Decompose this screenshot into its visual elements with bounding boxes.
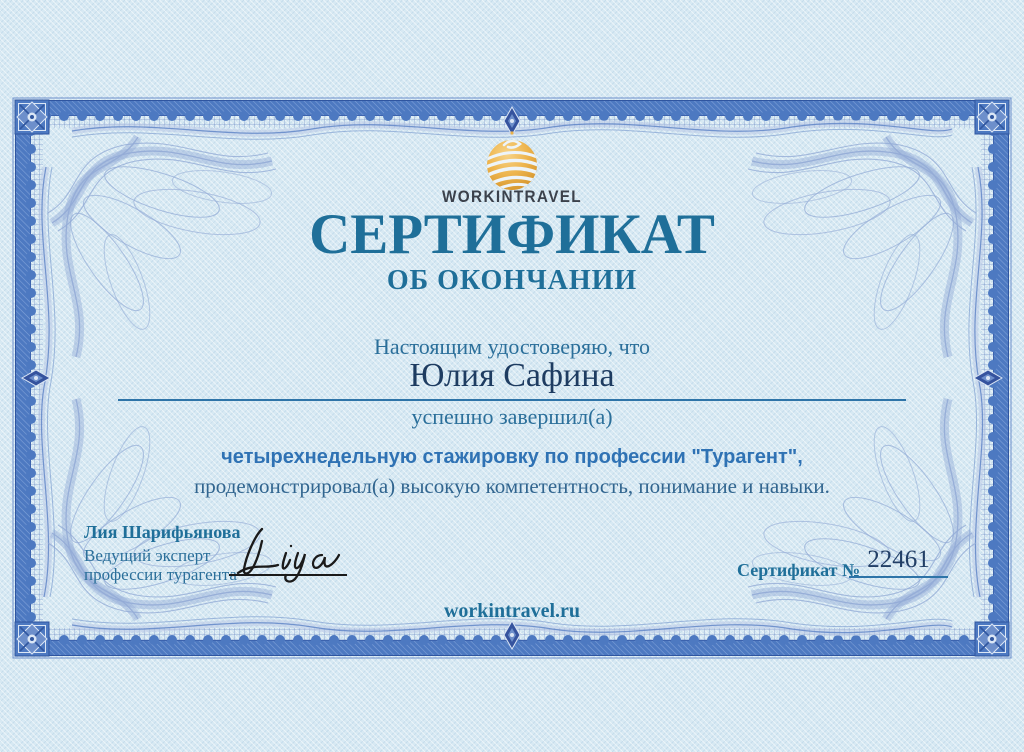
signer-name: Лия Шарифьянова: [84, 522, 241, 542]
certificate-subtitle: ОБ ОКОНЧАНИИ: [386, 265, 638, 296]
attestation-intro-text: Настоящим удостоверяю, что: [374, 334, 650, 359]
certificate-title: СЕРТИФИКАТ: [309, 203, 715, 266]
certificate-number-label: Сертификат №: [737, 560, 861, 580]
recipient-name: Юлия Сафина: [409, 357, 615, 394]
course-description: четырехнедельную стажировку по профессии "Турагент",: [221, 446, 803, 468]
brand-wordmark: WORKINTRAVEL: [441, 187, 583, 206]
certificate-number-underline: [849, 576, 948, 578]
workintravel-logo-icon: [483, 128, 541, 192]
completion-text: успешно завершил(а): [411, 404, 613, 429]
signer-block: [84, 522, 241, 584]
signer-role-line1: Ведущий эксперт: [84, 546, 211, 565]
signer-role-line2: профессии турагента: [84, 565, 237, 584]
logo-container: [0, 128, 1024, 192]
website-text: workintravel.ru: [443, 600, 581, 622]
outcome-text: продемонстрировал(а) высокую компетентность, понимание и навыки.: [194, 474, 830, 498]
signature-line: [229, 574, 347, 576]
recipient-name-underline: [118, 399, 906, 401]
certificate-number-value: 22461: [867, 546, 930, 573]
